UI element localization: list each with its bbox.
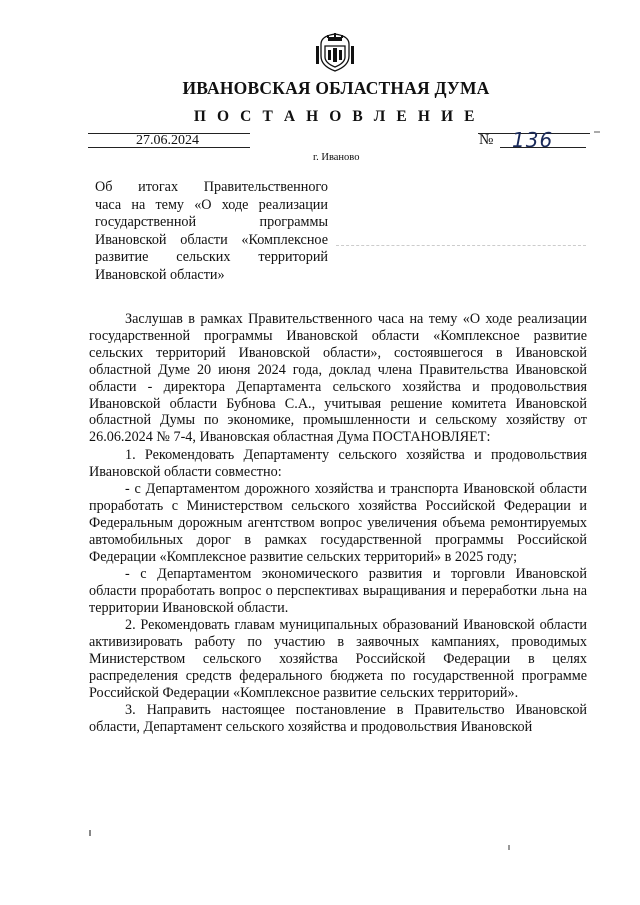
number-underline [500, 147, 586, 148]
date-underline [88, 147, 250, 148]
body-paragraph: 3. Направить настоящее постановление в Правительство Ивановской области, Департамент сельского хозяйства и продовольствия Ивановской [89, 702, 587, 736]
body-paragraph: - с Департаментом дорожного хозяйства и транспорта Ивановской области проработать с Министерством сельского хозяйства Российской Федерации и Федеральным дорожным агентством вопрос увеличения объема ремонтируемых автомобильных дорог в рамках государственной программы Российской Федерации «Комплексное развитие сельских территорий» в 2025 году; [89, 481, 587, 565]
document-date: 27.06.2024 [136, 133, 199, 148]
subject-line: Ивановской области» [95, 266, 225, 283]
subject-line: государственной программы [95, 214, 328, 230]
subject-line: Ивановской области «Комплексное [95, 231, 328, 248]
organization-title: ИВАНОВСКАЯ ОБЛАСТНАЯ ДУМА [182, 78, 490, 98]
document-subject [95, 179, 328, 284]
document-body [89, 311, 587, 736]
city-name: г. Иваново [313, 152, 360, 163]
body-paragraph: 1. Рекомендовать Департаменту сельского хозяйства и продовольствия Ивановской области совместно: [89, 446, 587, 480]
subject-line: развитие сельских территорий [95, 249, 328, 265]
subject-line: часа на тему «О ходе реализации [95, 196, 328, 213]
coat-of-arms-emblem [313, 30, 357, 74]
scan-mark [89, 830, 91, 836]
scan-artifact-line [336, 245, 586, 246]
body-paragraph: Заслушав в рамках Правительственного часа на тему «О ходе реализации государственной программы Ивановской области «Комплексное развитие сельских территорий Ивановской области», состоявшегося в Ивановской областной Думе 20 июня 2024 года, доклад члена Правительства Ивановской области - директора Департамента сельского хозяйства и продовольствия Ивановской области Бубнова С.А., учитывая решение комитета Ивановской областной Думы по экономике, промышленности и сельскому хозяйству от 26.06.2024 № 7-4, Ивановская областная Дума ПОСТАНОВЛЯЕТ: [89, 311, 587, 446]
scan-mark [594, 131, 600, 133]
subject-line: Об итогах Правительственного [95, 179, 328, 195]
body-paragraph: 2. Рекомендовать главам муниципальных образований Ивановской области активизировать работу по участию в заявочных кампаниях, проводимых Министерством сельского хозяйства Российской Федерации в целях распределения средств федерального бюджета по государственной программе Российской Федерации «Комплексное развитие сельских территорий». [89, 617, 587, 701]
number-sign: № [479, 132, 494, 148]
scan-mark [508, 845, 510, 850]
document-number: 136 [512, 128, 554, 152]
body-paragraph: - с Департаментом экономического развития и торговли Ивановской области проработать вопрос о перспективах выращивания и переработки льна на территории Ивановской области. [89, 566, 587, 616]
document-type-title: П О С Т А Н О В Л Е Н И Е [193, 108, 479, 125]
